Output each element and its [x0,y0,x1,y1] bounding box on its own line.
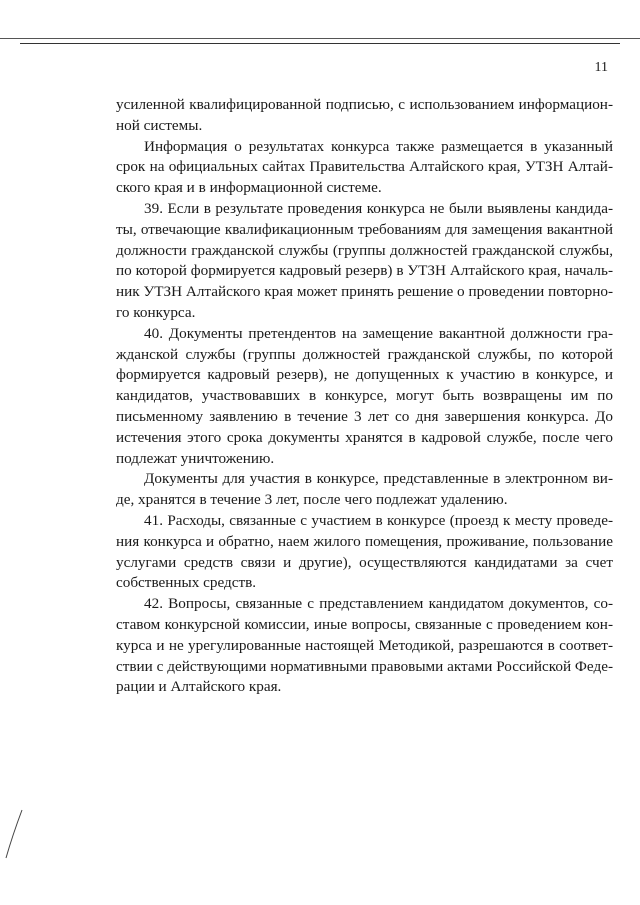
scan-edge-line [0,38,640,39]
paragraph-electronic-docs: Документы для участия в конкурсе, представленные в электронном виде, хранятся в течение 3 лет, после чего подлежат удалению. [116,470,613,509]
page-header-rule [20,43,620,44]
page-number: 11 [594,60,608,75]
paragraph-clause-41: 41. Расходы, связанные с участием в конкурсе (проезд к месту проведения конкурса и обратно, наем жилого помещения, проживание, пользование услугами средств связи и другие), осуществляются кандидатами за счет собственных средств. [116,511,613,592]
document-body [116,95,613,698]
paragraph-clause-39: 39. Если в результате проведения конкурса не были выявлены кандидаты, отвечающие квалификационным требованиям для замещения вакантной должности гражданской службы (группы должностей гражданской службы, по которой формируется кадровый резерв) в УТЗН Алтайского края, начальник УТЗН Алтайского края может принять решение о проведении повторного конкурса. [116,199,613,321]
paragraph-info-results: Информация о результатах конкурса также размещается в указанный срок на официальных сайтах Правительства Алтайского края, УТЗН Алтайского края и в информационной системе. [116,137,613,197]
paragraph-clause-42: 42. Вопросы, связанные с представлением кандидатом документов, составом конкурсной комиссии, иные вопросы, связанные с проведением конкурса и не урегулированные настоящей Методикой, разрешаются в соответствии с действующими нормативными правовыми актами Российской Федерации и Алтайского края. [116,595,613,696]
margin-pen-mark [2,800,26,860]
paragraph-clause-40: 40. Документы претендентов на замещение вакантной должности гражданской службы (группы должностей гражданской службы, по которой формируется кадровый резерв), не допущенных к участию в конкурсе, и кандидатов, участвовавших в конкурсе, могут быть возвращены им по письменному заявлению в течение 3 лет со дня завершения конкурса. До истечения этого срока документы хранятся в кадровой службе, после чего подлежат уничтожению. [116,324,613,467]
paragraph-continuation: усиленной квалифицированной подписью, с использованием информационной системы. [116,96,613,134]
